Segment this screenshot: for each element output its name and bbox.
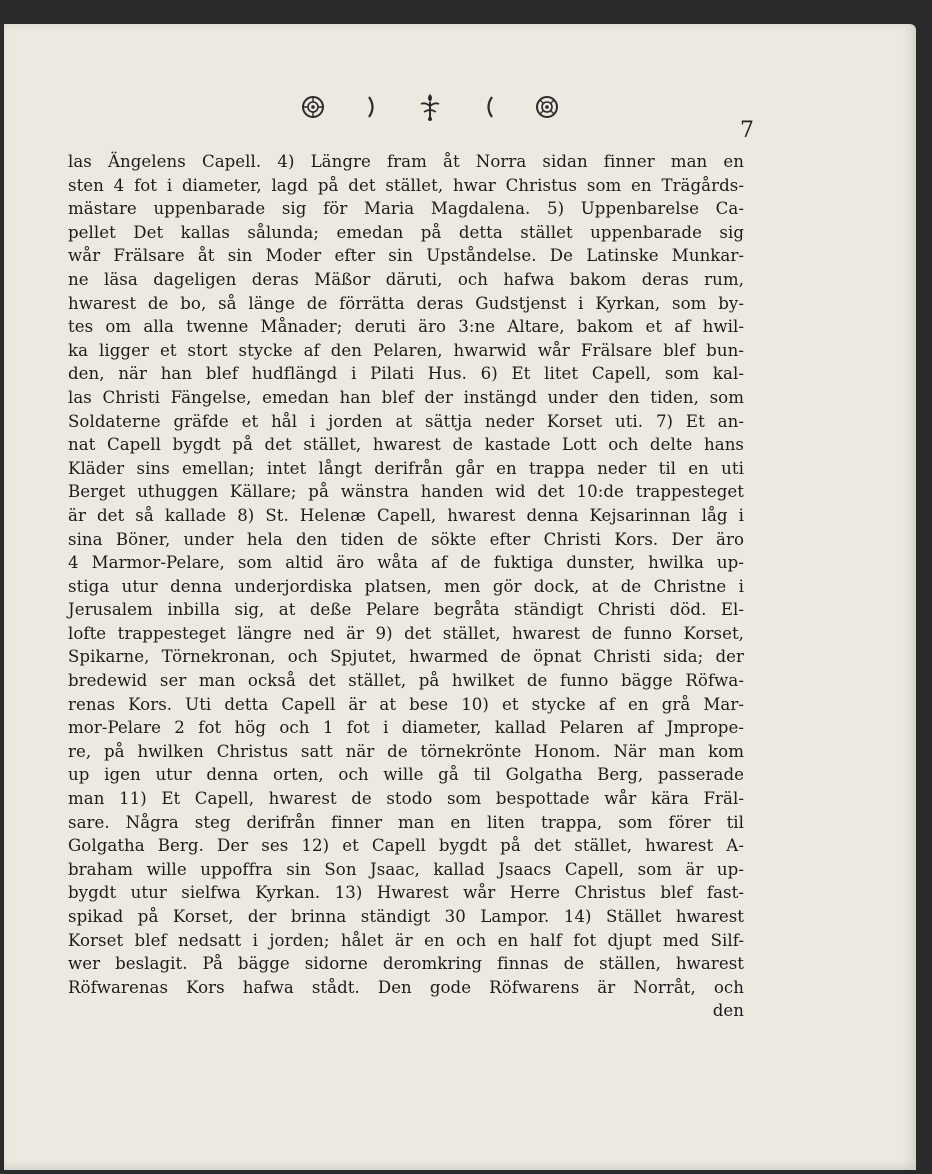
text-line: braham wille uppoffra sin Son Jsaac, kallad Jsaacs Capell, som är up- xyxy=(68,859,744,879)
text-line: Golgatha Berg. Der ses 12) et Capell bygdt på det stället, hwarest A- xyxy=(68,836,744,856)
text-line: mor-Pelare 2 fot hög och 1 fot i diameter, kallad Pelaren af Jmprope- xyxy=(68,718,744,738)
fleuron-icon xyxy=(417,92,443,122)
text-line: Kläder sins emellan; intet långt derifrån går en trappa neder til en uti xyxy=(68,458,744,478)
text-line: bredewid ser man också det stället, på hwilket de funno bägge Röfwa- xyxy=(68,671,744,691)
text-line: nat Capell bygdt på det stället, hwarest de kastade Lott och delte hans xyxy=(68,435,744,455)
rosette-left-icon xyxy=(300,94,326,120)
text-line: spikad på Korset, der brinna ständigt 30 Lampor. 14) Stället hwarest xyxy=(68,907,744,926)
text-line: lofte trappesteget längre ned är 9) det stället, hwarest de funno Korset, xyxy=(68,623,744,643)
text-line: Soldaterne gräfde et hål i jorden at sättja neder Korset uti. 7) Et an- xyxy=(68,411,744,431)
text-line: är det så kallade 8) St. Helenæ Capell, hwarest denna Kejsarinnan låg i xyxy=(68,505,744,525)
body-text xyxy=(68,150,744,1023)
text-line: re, på hwilken Christus satt när de törnekrönte Honom. När man kom xyxy=(68,741,744,761)
page-number: 7 xyxy=(740,118,754,143)
text-line: den, när han blef hudflängd i Pilati Hus. 6) Et litet Capell, som kal- xyxy=(68,364,744,384)
text-line: ne läsa dageligen deras Mäßor däruti, och hafwa bakom deras rum, xyxy=(68,269,744,289)
text-line: Spikarne, Törnekronan, och Spjutet, hwarmed de öpnat Christi sida; der xyxy=(68,647,744,667)
text-line: Jerusalem inbilla sig, at deße Pelare begråta ständigt Christi död. El- xyxy=(68,600,744,620)
text-line: up igen utur denna orten, och wille gå til Golgatha Berg, passerade xyxy=(68,765,744,785)
text-line: renas Kors. Uti detta Capell är at bese 10) et stycke af en grå Mar- xyxy=(68,694,744,714)
book-page xyxy=(4,24,916,1170)
text-line: wer beslagit. På bägge sidorne deromkring finnas de ställen, hwarest xyxy=(68,954,744,974)
text-line: 4 Marmor-Pelare, som altid äro wåta af de fuktiga dunster, hwilka up- xyxy=(68,553,744,573)
text-line: stiga utur denna underjordiska platsen, men gör dock, at de Christne i xyxy=(68,576,744,596)
text-line: mästare uppenbarade sig för Maria Magdalena. 5) Uppenbarelse Ca- xyxy=(68,199,744,219)
head-ornament xyxy=(300,92,560,122)
text-line: Berget uthuggen Källare; på wänstra handen wid det 10:de trappesteget xyxy=(68,482,744,502)
text-line: man 11) Et Capell, hwarest de stodo som bespottade wår kära Fräl- xyxy=(68,789,744,809)
catchword: den xyxy=(712,1001,744,1021)
text-line: hwarest de bo, så länge de förrätta deras Gudstjenst i Kyrkan, som by- xyxy=(68,293,744,313)
bracket-right-icon xyxy=(483,94,495,120)
text-line: tes om alla twenne Månader; deruti äro 3:ne Altare, bakom et af hwil- xyxy=(68,317,744,337)
rosette-right-icon xyxy=(534,94,560,120)
text-line: las Christi Fängelse, emedan han blef der instängd under den tiden, som xyxy=(68,387,744,407)
text-line: ka ligger et stort stycke af den Pelaren, hwarwid wår Frälsare blef bun- xyxy=(68,340,744,360)
text-line: sare. Några steg derifrån finner man en liten trappa, som förer til xyxy=(68,812,744,832)
text-line: Korset blef nedsatt i jorden; hålet är en och en half fot djupt med Silf- xyxy=(68,930,744,950)
text-line: pellet Det kallas sålunda; emedan på detta stället uppenbarade sig xyxy=(68,222,744,242)
text-line: sten 4 fot i diameter, lagd på det stället, hwar Christus som en Trägårds- xyxy=(68,175,744,195)
text-line: sina Böner, under hela den tiden de sökte efter Christi Kors. Der äro xyxy=(68,529,744,549)
bracket-left-icon xyxy=(366,94,378,120)
text-line: bygdt utur sielfwa Kyrkan. 13) Hwarest wår Herre Christus blef fast- xyxy=(68,883,744,903)
text-line: Röfwarenas Kors hafwa stådt. Den gode Röfwarens är Norråt, och xyxy=(68,977,744,997)
text-line: las Ängelens Capell. 4) Längre fram åt Norra sidan finner man en xyxy=(68,152,744,171)
text-line: wår Frälsare åt sin Moder efter sin Upståndelse. De Latinske Munkar- xyxy=(68,246,744,266)
